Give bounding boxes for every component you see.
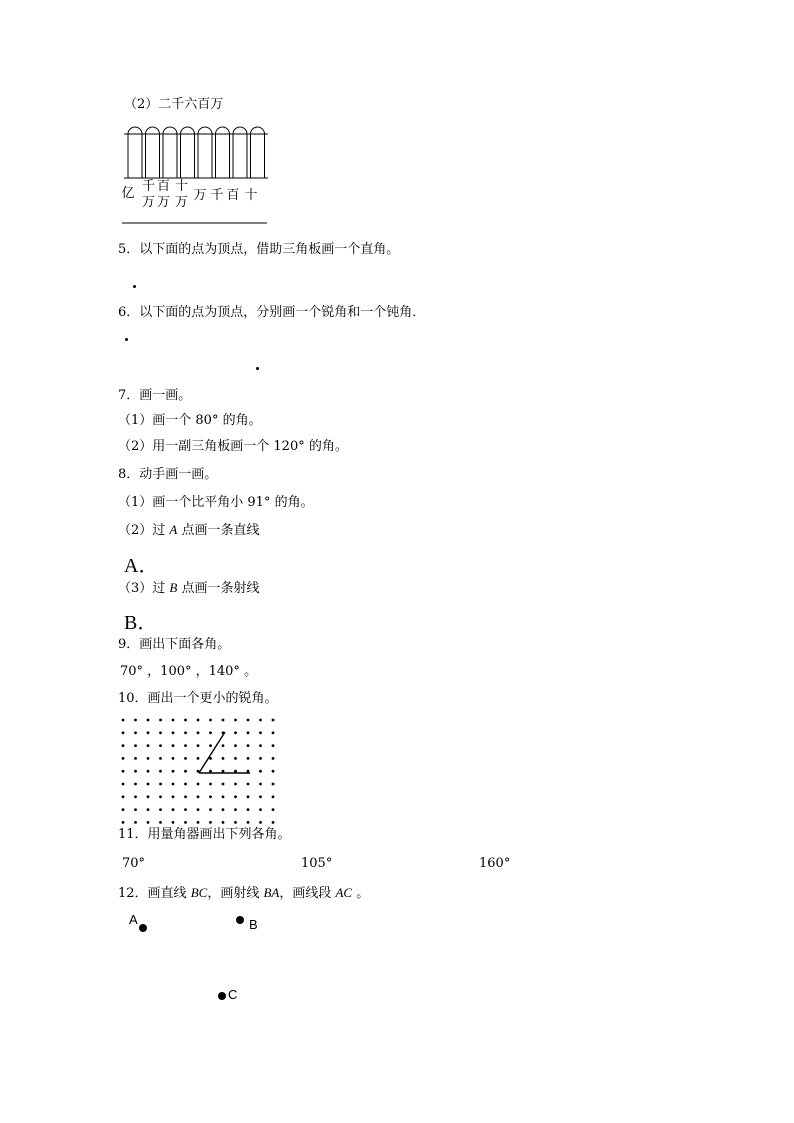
grid-dot [159,719,162,722]
grid-dot [122,783,125,786]
q12-point-a [139,924,147,932]
grid-dot [272,770,275,773]
abacus-rod [163,127,177,178]
q12-prefix: 12．画直线 [118,886,191,901]
grid-dot [159,731,162,734]
q8-point-b: B． [124,612,158,634]
grid-dot [184,783,187,786]
grid-dot [172,795,175,798]
grid-dot [134,795,137,798]
grid-dot [247,808,250,811]
grid-dot [247,783,250,786]
grid-dot [247,821,250,824]
grid-dot [272,744,275,747]
q11-title: 11．用量角器画出下列各角。 [118,827,291,842]
q5-vertex-point [133,285,136,288]
grid-dot [247,719,250,722]
grid-dot [159,744,162,747]
grid-dot [272,731,275,734]
q12-suffix: 。 [352,886,370,901]
abacus-rod [146,127,160,178]
grid-dot [172,808,175,811]
q8-part2 [118,522,260,539]
grid-dot [259,719,262,722]
q11-angle-160: 160° [479,856,511,871]
q12-mid1: ，画射线 [207,886,264,901]
q10-text: 10．画出一个更小的锐角。 [118,691,278,706]
grid-dot [147,744,150,747]
grid-dot [159,795,162,798]
grid-dot [147,731,150,734]
grid-dot [247,744,250,747]
grid-dot [222,795,225,798]
abacus-label-bai: 百 [226,188,240,203]
grid-dot [147,770,150,773]
abacus-label-shi: 十 [244,188,258,203]
grid-dot [147,795,150,798]
abacus-rod [128,127,142,178]
q10-dot-grid [120,717,280,817]
abacus-label-yi: 亿 [121,186,135,201]
grid-dot [272,757,275,760]
grid-dot [259,744,262,747]
grid-dot [247,757,250,760]
grid-dot [259,795,262,798]
grid-dot [247,731,250,734]
q8-part2-var: A [169,522,178,537]
grid-dot [209,821,212,824]
grid-dot [272,808,275,811]
grid-dot [134,731,137,734]
q6-vertex-point-2 [256,367,259,370]
grid-dot [134,770,137,773]
grid-dot [197,731,200,734]
grid-dot [222,783,225,786]
abacus-label-baiwan: 百万 [157,179,171,210]
grid-dot [234,808,237,811]
q12-point-c [218,992,226,1000]
grid-dot [209,719,212,722]
grid-dot [134,757,137,760]
grid-dot [209,808,212,811]
grid-dot [122,731,125,734]
grid-dot [222,770,225,773]
grid-dot [234,783,237,786]
grid-dot [222,757,225,760]
q9-title: 9．画出下面各角。 [118,637,231,652]
grid-dot [122,808,125,811]
grid-dot [234,731,237,734]
grid-dot [209,770,212,773]
grid-dot [222,821,225,824]
q12-mid2: ，画线段 [279,886,336,901]
grid-dot [147,821,150,824]
q12-label-b: B [249,917,258,932]
q12-var-bc: BC [190,885,208,900]
grid-dot [184,795,187,798]
grid-dot [259,783,262,786]
grid-dot [172,821,175,824]
grid-dot [197,744,200,747]
grid-dot [259,770,262,773]
grid-dot [234,770,237,773]
grid-dot [122,770,125,773]
grid-dot [172,731,175,734]
grid-dot [159,757,162,760]
abacus-answer-line [122,222,272,224]
q7-part1: （1）画一个 80° 的角。 [118,413,262,428]
q7-part2: （2）用一副三角板画一个 120° 的角。 [118,439,348,454]
q8-part3-suffix: 点画一条射线 [177,581,260,596]
q12-text [118,885,369,902]
grid-dot [172,770,175,773]
grid-dot [134,821,137,824]
grid-dot [147,808,150,811]
abacus-rod [233,127,247,178]
q12-label-a: A [129,912,138,927]
q6-vertex-point-1 [125,338,128,341]
abacus-label-wan: 万 [193,188,207,203]
grid-dot [184,770,187,773]
grid-dot [222,808,225,811]
q8-title: 8．动手画一画。 [118,467,218,482]
q12-label-c: C [228,987,238,1002]
grid-dot [272,795,275,798]
q8-point-a: A． [124,555,159,577]
q7-title: 7．画一画。 [118,388,192,403]
grid-dot [159,770,162,773]
grid-dot [172,757,175,760]
abacus-rod [216,127,230,178]
grid-dot [234,744,237,747]
q9-angles: 70° ，100° ，140° 。 [120,664,258,679]
q8-part3-prefix: （3）过 [118,581,170,596]
grid-dot [184,808,187,811]
grid-dot [272,821,275,824]
q10-angle-arm-upper [199,732,225,773]
grid-dot [197,757,200,760]
q6-text: 6．以下面的点为顶点，分别画一个锐角和一个钝角． [118,305,426,320]
grid-dot [197,821,200,824]
grid-dot [197,808,200,811]
grid-dot [247,770,250,773]
grid-dot [122,719,125,722]
q5-text: 5．以下面的点为顶点，借助三角板画一个直角。 [118,242,400,257]
grid-dot [184,731,187,734]
q8-part2-prefix: （2）过 [118,523,170,538]
q8-part2-suffix: 点画一条直线 [177,523,260,538]
q12-point-b [236,916,244,924]
q12-var-ba: BA [263,885,280,900]
abacus-rod [198,127,212,178]
grid-dot [234,719,237,722]
abacus-label-qian: 千 [210,188,224,203]
grid-dot [209,744,212,747]
abacus-label-shiwan: 十万 [175,179,189,210]
grid-dot [272,719,275,722]
grid-dot [184,744,187,747]
grid-dot [159,821,162,824]
abacus-drawing [122,124,272,184]
grid-dot [184,821,187,824]
abacus-rod [181,127,195,178]
grid-dot [122,744,125,747]
grid-dot [184,719,187,722]
grid-dot [134,783,137,786]
grid-dot [159,783,162,786]
grid-dot [134,744,137,747]
grid-dot [172,783,175,786]
grid-dot [209,731,212,734]
grid-dot [134,719,137,722]
q8-part3 [118,580,260,597]
grid-dot [147,783,150,786]
abacus-label-qianwan: 千万 [142,179,156,210]
grid-dot [197,783,200,786]
grid-dot [234,757,237,760]
q12-var-ac: AC [335,885,353,900]
abacus-rod [251,127,265,178]
grid-dot [222,744,225,747]
grid-dot [147,757,150,760]
q8-part3-var: B [169,580,178,595]
grid-dot [259,757,262,760]
grid-dot [247,795,250,798]
grid-dot [259,808,262,811]
grid-dot [259,821,262,824]
grid-dot [209,783,212,786]
grid-dot [122,757,125,760]
grid-dot [184,757,187,760]
grid-dot [159,808,162,811]
q4-part2-text: （2）二千六百万 [124,97,224,112]
grid-dot [172,719,175,722]
grid-dot [272,783,275,786]
grid-dot [234,795,237,798]
grid-dot [134,808,137,811]
grid-dot [222,719,225,722]
grid-dot [122,821,125,824]
grid-dot [122,795,125,798]
q11-angle-105: 105° [301,856,333,871]
grid-dot [147,719,150,722]
q8-part1: （1）画一个比平角小 91° 的角。 [118,495,314,510]
grid-dot [209,795,212,798]
grid-dot [259,731,262,734]
grid-dot [197,719,200,722]
grid-dot [172,744,175,747]
grid-dot [234,821,237,824]
grid-dot [197,795,200,798]
q11-angle-70: 70° [122,856,146,871]
